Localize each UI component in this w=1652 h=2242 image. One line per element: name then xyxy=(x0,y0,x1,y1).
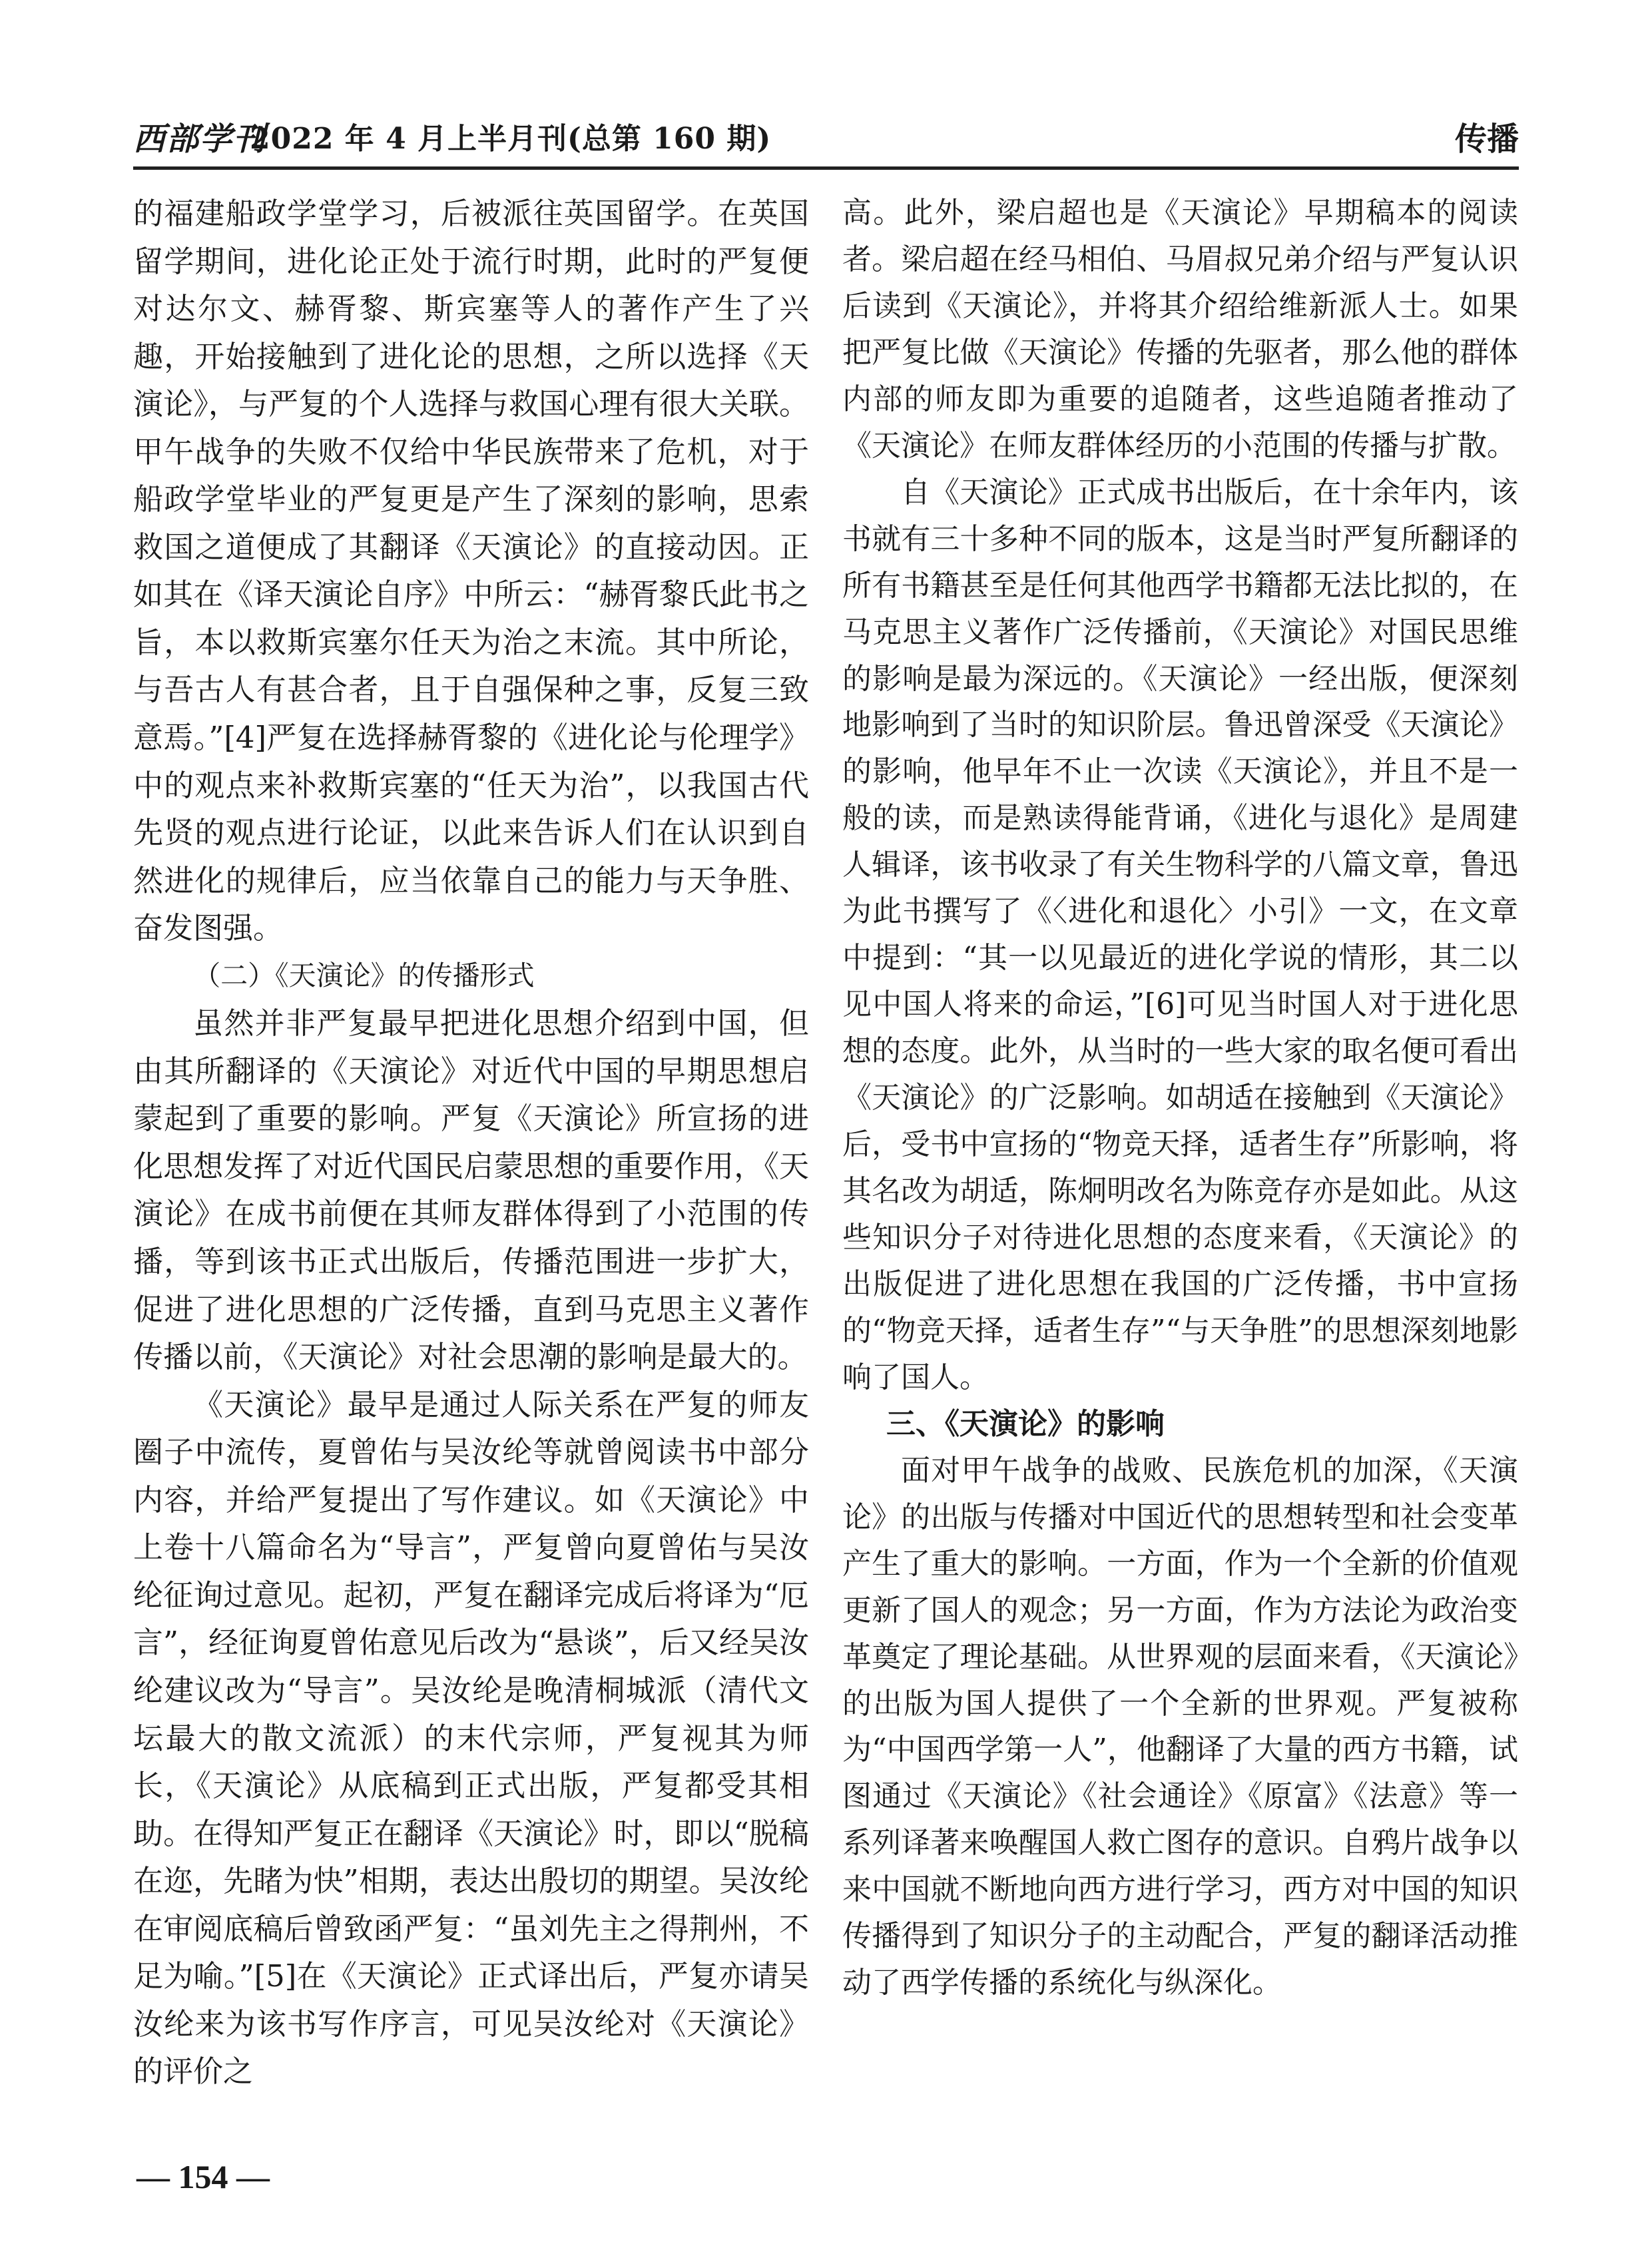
paragraph: 虽然并非严复最早把进化思想介绍到中国，但由其所翻译的《天演论》对近代中国的早期思想启蒙起到了重要的影响。严复《天演论》所宣扬的进化思想发挥了对近代国民启蒙思想的重要作用，《天演论》在成书前便在其师友群体得到了小范围的传播，等到该书正式出版后，传播范围进一步扩大，促进了进化思想的广泛传播，直到马克思主义著作传播以前，《天演论》对社会思潮的影响是最大的。 xyxy=(133,1005,809,1375)
paragraph: 《天演论》最早是通过人际关系在严复的师友圈子中流传，夏曾佑与吴汝纶等就曾阅读书中部分内容，并给严复提出了写作建议。如《天演论》中上卷十八篇命名为“导言”，严复曾向夏曾佑与吴汝纶征询过意见。起初，严复在翻译完成后将译为“厄言”，经征询夏曾佑意见后改为“悬谈”，后又经吴汝纶建议改为“导言”。吴汝纶是晚清桐城派（清代文坛最大的散文流派）的末代宗师，严复视其为师长，《天演论》从底稿到正式出版，严复都受其相助。在得知严复正在翻译《天演论》时，即以“脱稿在迩，先睹为快”相期，表达出殷切的期望。吴汝纶在审阅底稿后曾致函严复：“虽刘先主之得荆州，不足为喻。”[5]在《天演论》正式译出后，严复亦请吴汝纶来为该书写作序言，可见吴汝纶对《天演论》的评价之 xyxy=(133,1386,809,2090)
subsection-heading: （二）《天演论》的传播形式 xyxy=(193,959,535,991)
paragraph: 面对甲午战争的战败、民族危机的加深，《天演论》的出版与传播对中国近代的思想转型和社会变革产生了重大的影响。一方面，作为一个全新的价值观更新了国人的观念；另一方面，作为方法论为政治变革奠定了理论基础。从世界观的层面来看，《天演论》的出版为国人提供了一个全新的世界观。严复被称为“中国西学第一人”，他翻译了大量的西方书籍，试图通过《天演论》《社会通诠》《原富》《法意》等一系列译著来唤醒国人救亡图存的意识。自鸦片战争以来中国就不断地向西方进行学习，西方对中国的知识传播得到了知识分子的主动配合，严复的翻译活动推动了西学传播的系统化与纵深化。 xyxy=(842,1453,1518,2000)
section-title: 传播 xyxy=(1454,121,1519,158)
paragraph: 的福建船政学堂学习，后被派往英国留学。在英国留学期间，进化论正处于流行时期，此时的严复便对达尔文、赫胥黎、斯宾塞等人的著作产生了兴趣，开始接触到了进化论的思想，之所以选择《天演论》，与严复的个人选择与救国心理有很大关联。甲午战争的失败不仅给中华民族带来了危机，对于船政学堂毕业的严复更是产生了深刻的影响，思索救国之道便成了其翻译《天演论》的直接动因。正如其在《译天演论自序》中所云：“赫胥黎氏此书之旨，本以救斯宾塞尔任天为治之末流。其中所论，与吾古人有甚合者，且于自强保种之事，反复三致意焉。”[4]严复在选择赫胥黎的《进化论与伦理学》中的观点来补救斯宾塞的“任天为治”，以我国古代先贤的观点进行论证，以此来告诉人们在认识到自然进化的规律后，应当依靠自己的能力与天争胜、奋发图强。 xyxy=(133,196,809,946)
issue-info: 2022 年 4 月上半月刊(总第 160 期) xyxy=(250,122,772,156)
paragraph: 高。此外，梁启超也是《天演论》早期稿本的阅读者。梁启超在经马相伯、马眉叔兄弟介绍与严复认识后读到《天演论》，并将其介绍给维新派人士。如果把严复比做《天演论》传播的先驱者，那么他的群体内部的师友即为重要的追随者，这些追随者推动了《天演论》在师友群体经历的小范围的传播与扩散。 xyxy=(842,196,1518,463)
header-rule xyxy=(133,166,1519,170)
paragraph: 自《天演论》正式成书出版后，在十余年内，该书就有三十多种不同的版本，这是当时严复所翻译的所有书籍甚至是任何其他西学书籍都无法比拟的，在马克思主义著作广泛传播前，《天演论》对国民思维的影响是最为深远的。《天演论》一经出版，便深刻地影响到了当时的知识阶层。鲁迅曾深受《天演论》的影响，他早年不止一次读《天演论》，并且不是一般的读，而是熟读得能背诵，《进化与退化》是周建人辑译，该书收录了有关生物科学的八篇文章，鲁迅为此书撰写了《〈进化和退化〉小引》一文，在文章中提到：“其一以见最近的进化学说的情形，其二以见中国人将来的命运，”[6]可见当时国人对于进化思想的态度。此外，从当时的一些大家的取名便可看出《天演论》的广泛影响。如胡适在接触到《天演论》后，受书中宣扬的“物竞天择，适者生存”所影响，将其名改为胡适，陈炯明改名为陈竞存亦是如此。从这些知识分子对待进化思想的态度来看，《天演论》的出版促进了进化思想在我国的广泛传播，书中宣扬的“物竞天择，适者生存”“与天争胜”的思想深刻地影响了国人。 xyxy=(842,475,1518,1394)
running-header xyxy=(133,113,1519,160)
page-number: — 154 — xyxy=(137,2158,270,2195)
left-column xyxy=(133,190,809,2096)
journal-logo: 西部学刊 xyxy=(133,121,267,158)
section-heading: 三、《天演论》的影响 xyxy=(886,1406,1165,1441)
right-column xyxy=(842,190,1518,2006)
